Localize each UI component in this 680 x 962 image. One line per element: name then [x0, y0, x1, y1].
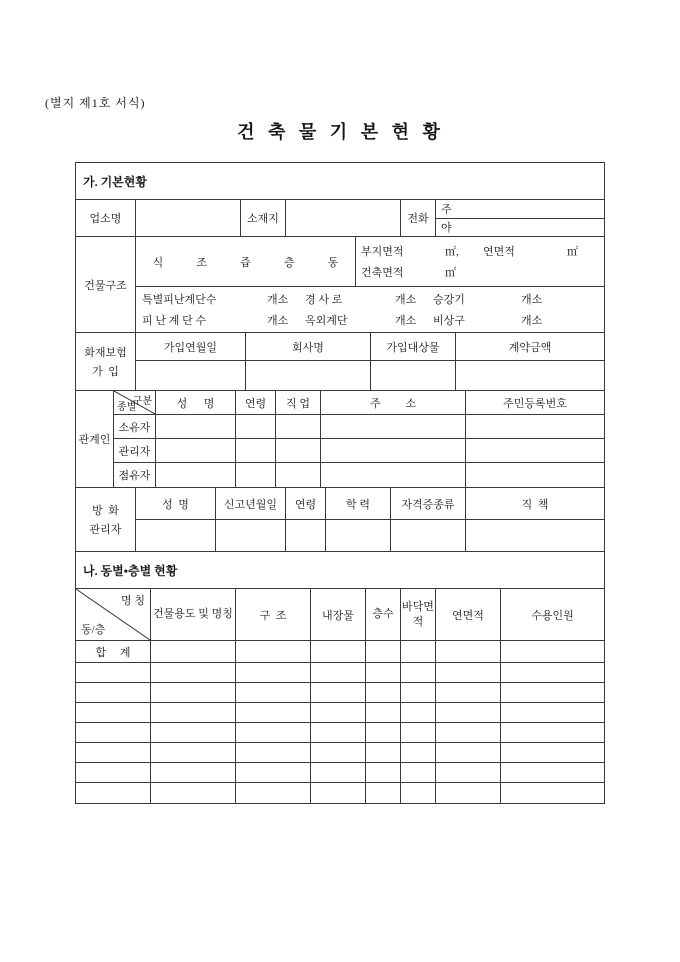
- gross-area-header: 연면적: [436, 589, 501, 640]
- table-cell: [436, 663, 501, 682]
- table-cell: [76, 723, 151, 742]
- total-structure-field: [236, 641, 311, 662]
- building-structure-label: 건물구조: [76, 237, 136, 332]
- occupant-job-field: [276, 463, 321, 487]
- phone-day-night-cell: [436, 200, 604, 236]
- phone-day-label: 주: [441, 203, 452, 216]
- table-cell: [436, 723, 501, 742]
- emergency-exit-unit: 개소: [521, 314, 543, 327]
- building-structure-body: [136, 237, 604, 332]
- manager-address-field: [321, 439, 466, 462]
- table-cell: [311, 663, 366, 682]
- manager-job-field: [276, 439, 321, 462]
- business-name-field: [136, 200, 241, 236]
- building-area-line: [361, 264, 604, 280]
- insurance-company-header: 회사명: [246, 333, 371, 360]
- table-cell: [311, 723, 366, 742]
- table-cell: [366, 663, 401, 682]
- table-cell: [401, 723, 436, 742]
- table-cell: [236, 743, 311, 762]
- fire-manager-row: [76, 488, 604, 552]
- occupant-label: 점유자: [114, 463, 156, 487]
- total-floor-area-field: [401, 641, 436, 662]
- business-name-label: 업소명: [76, 200, 136, 236]
- location-field: [286, 200, 401, 236]
- table-cell: [311, 783, 366, 803]
- table-cell: [436, 763, 501, 782]
- fm-report-date-header: 신고년월일: [216, 488, 286, 519]
- fire-insurance-label-line1: 화재보험: [84, 347, 127, 359]
- ramp-unit: 개소: [395, 294, 417, 307]
- fire-manager-body: [136, 488, 604, 551]
- structure-header: 구 조: [236, 589, 311, 640]
- total-capacity-field: [501, 641, 604, 662]
- outdoor-stairs-label: 옥외계단: [305, 314, 348, 327]
- table-cell: [151, 763, 236, 782]
- table-cell: [151, 683, 236, 702]
- occupant-age-field: [236, 463, 276, 487]
- owner-label: 소유자: [114, 415, 156, 438]
- structure-unit-label: 즙: [240, 256, 251, 269]
- fm-name-field: [136, 520, 216, 551]
- form-note: (별지 제1호 서식): [45, 96, 146, 110]
- fire-insurance-body: [136, 333, 604, 390]
- phone-day-row: [436, 200, 604, 219]
- area-fields: [356, 237, 604, 286]
- table-cell: [366, 683, 401, 702]
- fire-insurance-label: [76, 333, 136, 390]
- table-cell: [436, 703, 501, 722]
- fire-insurance-row: [76, 333, 604, 391]
- interior-header: 내장물: [311, 589, 366, 640]
- elevator-label: 승강기: [433, 294, 465, 307]
- document-title: 건 축 물 기 본 현 황: [237, 122, 443, 142]
- special-evac-stairs-label: 특별피난계단수: [142, 294, 217, 307]
- fire-manager-value-subrow: [136, 520, 604, 551]
- manager-row: [114, 439, 604, 463]
- site-area-label: 부지면적: [361, 246, 404, 258]
- fire-manager-label-line2: 관리자: [89, 524, 122, 536]
- phone-night-row: [436, 219, 604, 237]
- table-cell: [366, 723, 401, 742]
- floors-header: 층수: [366, 589, 401, 640]
- structure-units: [136, 237, 356, 286]
- evac-stairs-unit: 개소: [267, 314, 289, 327]
- table-cell: [236, 683, 311, 702]
- table-cell: [501, 783, 604, 803]
- evac-counts-line-2: [136, 312, 604, 328]
- evacuation-counts-subrow: [136, 287, 604, 332]
- table-cell: [436, 743, 501, 762]
- fm-report-date-field: [216, 520, 286, 551]
- special-evac-stairs-unit: 개소: [267, 294, 289, 307]
- total-gross-area-field: [436, 641, 501, 662]
- site-area-unit: ㎡,: [445, 246, 459, 258]
- floor-area-label: 연면적: [483, 246, 515, 258]
- owner-idnumber-field: [466, 415, 604, 438]
- floor-empty-row: [76, 683, 604, 703]
- related-idnumber-header: 주민등록번호: [503, 397, 567, 410]
- table-cell: [401, 703, 436, 722]
- evac-stairs-label: 피 난 계 단 수: [142, 314, 207, 327]
- section-a-heading: 가. 기본현황: [76, 163, 604, 200]
- related-address-header: 주 소: [321, 391, 466, 414]
- table-cell: [501, 663, 604, 682]
- insurance-object-field: [371, 361, 456, 390]
- floor-empty-row: [76, 723, 604, 743]
- table-cell: [501, 763, 604, 782]
- manager-age-field: [236, 439, 276, 462]
- floor-empty-row: [76, 703, 604, 723]
- total-usage-field: [151, 641, 236, 662]
- related-header-subrow: [114, 391, 604, 415]
- table-cell: [366, 703, 401, 722]
- site-area-line: [361, 243, 604, 259]
- table-cell: [311, 743, 366, 762]
- insurance-company-field: [246, 361, 371, 390]
- insurance-object-header: 가입대상물: [371, 333, 456, 360]
- fm-age-field: [286, 520, 326, 551]
- building-area-unit: ㎡: [445, 267, 456, 279]
- identity-row: [76, 200, 604, 237]
- diagonal-label-bottom: 종별: [117, 402, 137, 413]
- related-name-header: 성 명: [156, 391, 236, 414]
- emergency-exit-label: 비상구: [433, 314, 465, 327]
- table-cell: [151, 663, 236, 682]
- occupant-idnumber-field: [466, 463, 604, 487]
- diagonal-label-top: 구분: [132, 396, 152, 407]
- outdoor-stairs-unit: 개소: [395, 314, 417, 327]
- insurance-header-subrow: [136, 333, 604, 361]
- section-b-heading: 나. 동별•층별 현황: [76, 552, 604, 589]
- table-cell: [151, 783, 236, 803]
- structure-top-subrow: [136, 237, 604, 287]
- table-cell: [311, 683, 366, 702]
- usage-name-header: 건물용도 및 명칭: [151, 589, 236, 640]
- table-cell: [436, 683, 501, 702]
- location-label: 소재지: [241, 200, 286, 236]
- phone-night-label: 야: [441, 222, 452, 235]
- occupant-name-field: [156, 463, 236, 487]
- occupant-row: [114, 463, 604, 487]
- table-cell: [76, 703, 151, 722]
- ramp-label: 경 사 로: [305, 294, 343, 307]
- insurance-amount-field: [456, 361, 604, 390]
- insurance-date-header: 가입연월일: [136, 333, 246, 360]
- total-interior-field: [311, 641, 366, 662]
- table-cell: [151, 743, 236, 762]
- building-structure-row: [76, 237, 604, 333]
- area-spacer: [469, 243, 483, 259]
- fm-education-header: 학 력: [326, 488, 391, 519]
- fire-insurance-label-line2: 가 입: [92, 366, 119, 378]
- phone-label: 전화: [401, 200, 436, 236]
- table-cell: [501, 723, 604, 742]
- table-cell: [401, 783, 436, 803]
- fm-age-header: 연령: [286, 488, 326, 519]
- manager-idnumber-field: [466, 439, 604, 462]
- related-header-diagonal: [114, 391, 156, 414]
- fm-certificate-header: 자격증종류: [391, 488, 466, 519]
- owner-job-field: [276, 415, 321, 438]
- table-cell: [401, 663, 436, 682]
- manager-label: 관리자: [114, 439, 156, 462]
- table-cell: [76, 783, 151, 803]
- table-cell: [311, 703, 366, 722]
- table-cell: [76, 683, 151, 702]
- floor-empty-row: [76, 763, 604, 783]
- table-cell: [311, 763, 366, 782]
- table-cell: [236, 783, 311, 803]
- total-label: 합 계: [76, 641, 151, 662]
- fm-position-header: 직 책: [521, 498, 549, 511]
- owner-row: [114, 415, 604, 439]
- related-persons-label: 관계인: [76, 391, 114, 487]
- related-persons-row: [76, 391, 604, 488]
- structure-unit-label: 동: [327, 256, 339, 269]
- floor-empty-row: [76, 663, 604, 683]
- fire-manager-header-subrow: [136, 488, 604, 520]
- floor-table-header: [76, 589, 604, 641]
- table-cell: [236, 703, 311, 722]
- table-cell: [76, 763, 151, 782]
- fm-certificate-field: [391, 520, 466, 551]
- owner-name-field: [156, 415, 236, 438]
- table-cell: [151, 723, 236, 742]
- related-age-header: 연령: [236, 391, 276, 414]
- floor-area-unit: ㎡: [567, 246, 578, 258]
- fire-manager-label-line1: 방 화: [92, 505, 119, 517]
- floor-table-diagonal: [76, 589, 151, 640]
- table-cell: [401, 743, 436, 762]
- structure-unit-label: 조: [196, 256, 208, 269]
- insurance-date-field: [136, 361, 246, 390]
- structure-unit-label: 식: [152, 256, 164, 269]
- table-cell: [366, 763, 401, 782]
- table-cell: [76, 743, 151, 762]
- table-cell: [366, 783, 401, 803]
- manager-name-field: [156, 439, 236, 462]
- diagonal-label-bottom: 동/층: [81, 624, 106, 636]
- table-cell: [401, 683, 436, 702]
- total-floors-field: [366, 641, 401, 662]
- insurance-amount-header: 계약금액: [508, 341, 552, 354]
- fm-name-header: 성 명: [136, 488, 216, 519]
- occupant-address-field: [321, 463, 466, 487]
- table-cell: [501, 683, 604, 702]
- table-cell: [236, 763, 311, 782]
- fm-position-field: [466, 520, 604, 551]
- floor-empty-row: [76, 783, 604, 803]
- owner-age-field: [236, 415, 276, 438]
- floor-empty-row: [76, 743, 604, 763]
- table-cell: [366, 743, 401, 762]
- insurance-value-subrow: [136, 361, 604, 390]
- elevator-unit: 개소: [521, 294, 543, 307]
- diagonal-label-top: 명 칭: [120, 595, 145, 607]
- related-job-header: 직 업: [276, 391, 321, 414]
- evac-counts-line-1: [136, 291, 604, 307]
- form-table: [75, 162, 605, 804]
- table-cell: [236, 663, 311, 682]
- structure-unit-label: 층: [283, 256, 295, 269]
- table-cell: [501, 703, 604, 722]
- table-cell: [151, 703, 236, 722]
- owner-address-field: [321, 415, 466, 438]
- fire-manager-label: [76, 488, 136, 551]
- building-area-label: 건축면적: [361, 267, 404, 279]
- floor-area-header: 바닥면적: [401, 589, 436, 640]
- fm-education-field: [326, 520, 391, 551]
- table-cell: [401, 763, 436, 782]
- table-cell: [76, 663, 151, 682]
- floor-total-row: [76, 641, 604, 663]
- table-cell: [436, 783, 501, 803]
- table-cell: [236, 723, 311, 742]
- table-cell: [501, 743, 604, 762]
- related-persons-body: [114, 391, 604, 487]
- capacity-header: 수용인원: [531, 609, 574, 622]
